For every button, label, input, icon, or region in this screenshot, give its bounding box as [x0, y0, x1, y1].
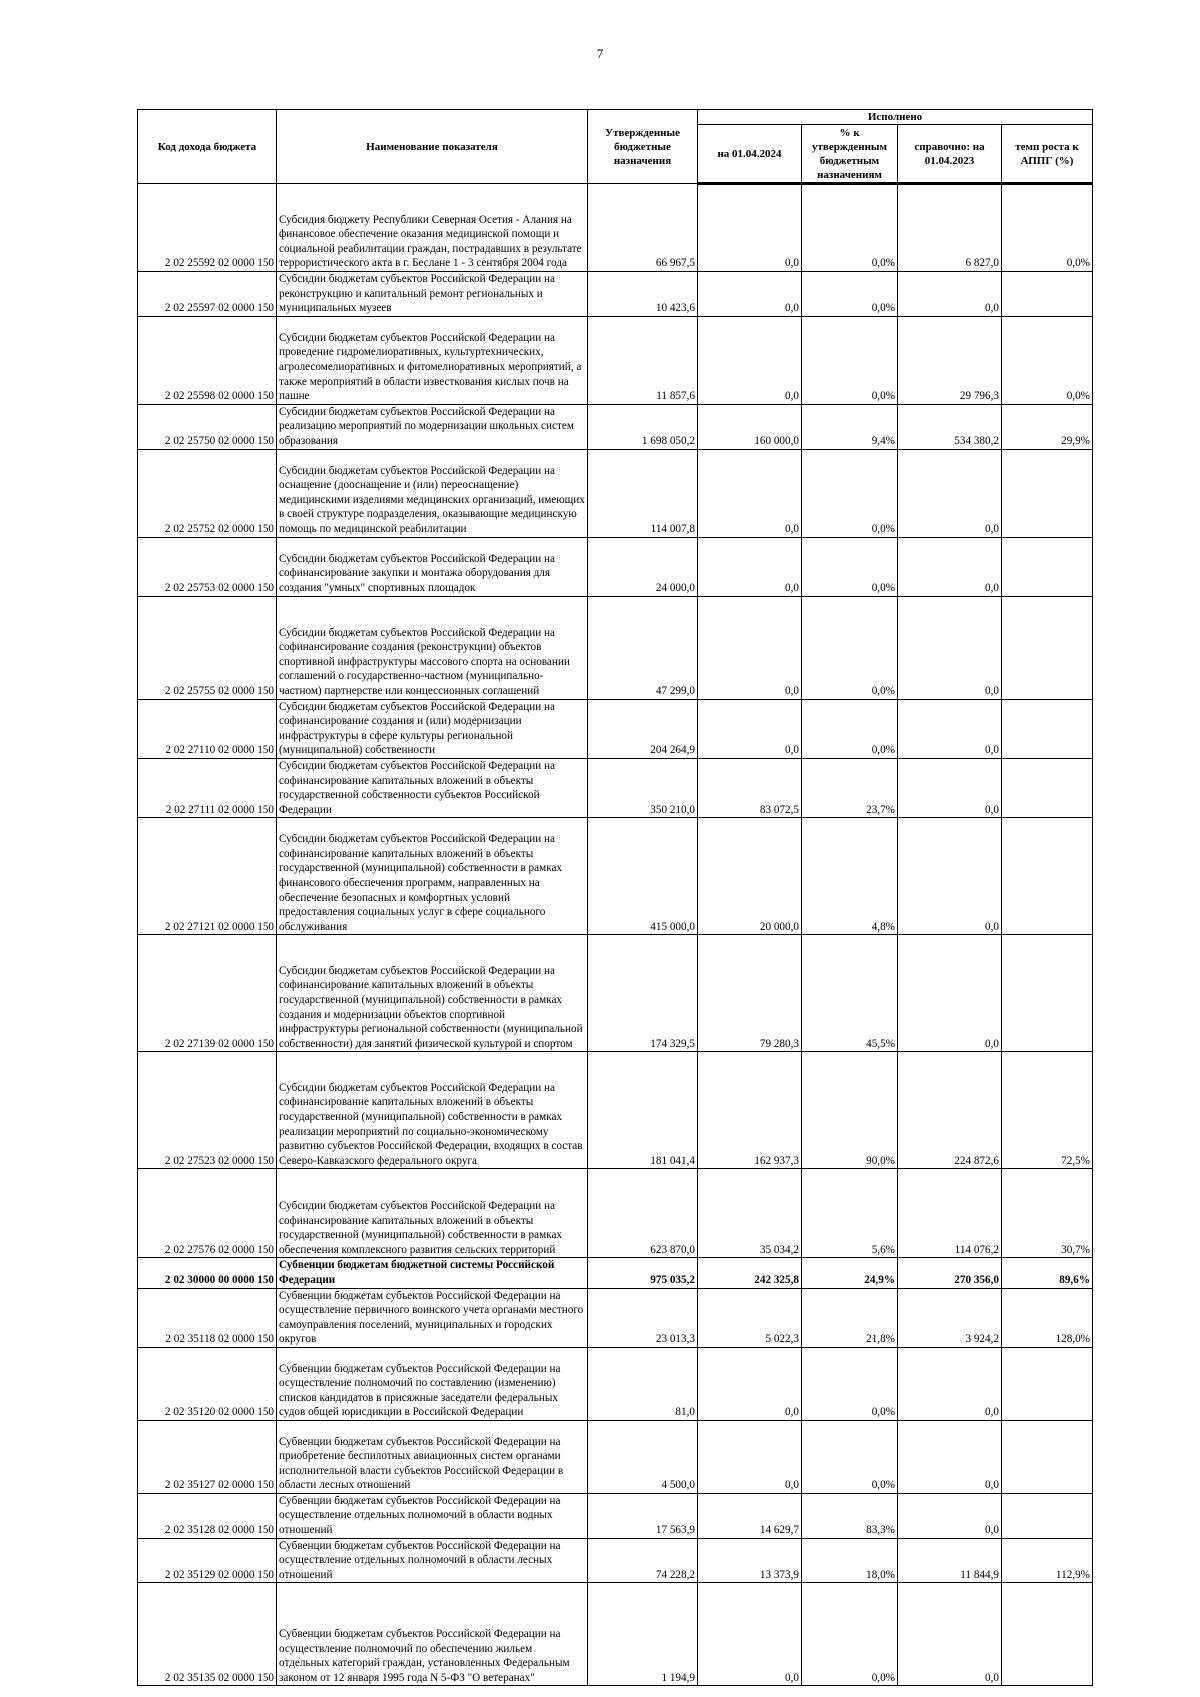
row-approved: 1 698 050,2 [588, 404, 698, 449]
row-executed: 13 373,9 [698, 1538, 802, 1583]
row-growth: 30,7% [1002, 1169, 1093, 1258]
row-reference: 0,0 [898, 449, 1002, 537]
row-reference: 0,0 [898, 1420, 1002, 1493]
row-pct: 0,0% [802, 1583, 898, 1686]
table-row [138, 935, 1093, 1052]
row-code: 2 02 27121 02 0000 150 [138, 818, 277, 935]
row-pct: 18,0% [802, 1538, 898, 1583]
row-approved: 47 299,0 [588, 596, 698, 699]
row-code: 2 02 27111 02 0000 150 [138, 758, 277, 817]
row-reference: 3 924,2 [898, 1288, 1002, 1347]
row-growth: 72,5% [1002, 1052, 1093, 1169]
row-pct: 5,6% [802, 1169, 898, 1258]
row-reference: 0,0 [898, 699, 1002, 758]
row-executed: 0,0 [698, 272, 802, 317]
row-approved: 4 500,0 [588, 1420, 698, 1493]
row-executed: 35 034,2 [698, 1169, 802, 1258]
table-row [138, 316, 1093, 404]
row-approved: 66 967,5 [588, 184, 698, 272]
row-approved: 24 000,0 [588, 537, 698, 596]
row-executed: 160 000,0 [698, 404, 802, 449]
row-approved: 17 563,9 [588, 1493, 698, 1538]
row-code: 2 02 35129 02 0000 150 [138, 1538, 277, 1583]
row-code: 2 02 25597 02 0000 150 [138, 272, 277, 317]
row-growth: 89,6% [1002, 1258, 1093, 1288]
row-code: 2 02 35135 02 0000 150 [138, 1583, 277, 1686]
row-growth: 128,0% [1002, 1288, 1093, 1347]
row-approved: 23 013,3 [588, 1288, 698, 1347]
row-executed: 20 000,0 [698, 818, 802, 935]
row-approved: 1 194,9 [588, 1583, 698, 1686]
row-reference: 534 380,2 [898, 404, 1002, 449]
row-reference: 270 356,0 [898, 1258, 1002, 1288]
row-executed: 0,0 [698, 316, 802, 404]
row-reference: 0,0 [898, 935, 1002, 1052]
table-row [138, 699, 1093, 758]
row-code: 2 02 27110 02 0000 150 [138, 699, 277, 758]
table-row [138, 596, 1093, 699]
row-executed: 14 629,7 [698, 1493, 802, 1538]
row-name: Субвенции бюджетам субъектов Российской Федерации на осуществление отдельных полномочий в области лесных отношений [277, 1538, 588, 1583]
row-executed: 83 072,5 [698, 758, 802, 817]
row-executed: 5 022,3 [698, 1288, 802, 1347]
row-name: Субсидии бюджетам субъектов Российской Федерации на оснащение (дооснащение и (или) переоснащение) медицинскими изделиями медицинских организаций, имеющих в своей структуре подразделения, оказывающие медицинскую помощь по медицинской реабилитации [277, 449, 588, 537]
row-code: 2 02 25752 02 0000 150 [138, 449, 277, 537]
row-name: Субвенции бюджетам субъектов Российской Федерации на приобретение беспилотных авиационных систем органами исполнительной власти субъектов Российской Федерации в области лесных отношений [277, 1420, 588, 1493]
row-growth [1002, 1493, 1093, 1538]
row-pct: 0,0% [802, 1347, 898, 1420]
row-pct: 0,0% [802, 272, 898, 317]
row-executed: 0,0 [698, 184, 802, 272]
row-approved: 174 329,5 [588, 935, 698, 1052]
row-growth: 29,9% [1002, 404, 1093, 449]
row-reference: 0,0 [898, 272, 1002, 317]
row-pct: 90,0% [802, 1052, 898, 1169]
row-code: 2 02 25755 02 0000 150 [138, 596, 277, 699]
row-code: 2 02 35120 02 0000 150 [138, 1347, 277, 1420]
row-growth [1002, 537, 1093, 596]
row-approved: 74 228,2 [588, 1538, 698, 1583]
row-approved: 11 857,6 [588, 316, 698, 404]
row-reference: 0,0 [898, 758, 1002, 817]
row-code: 2 02 35128 02 0000 150 [138, 1493, 277, 1538]
table-row [138, 272, 1093, 317]
row-pct: 0,0% [802, 699, 898, 758]
row-reference: 0,0 [898, 1347, 1002, 1420]
row-executed: 0,0 [698, 537, 802, 596]
row-reference: 6 827,0 [898, 184, 1002, 272]
header-approved: Утвержденные бюджетные назначения [588, 110, 698, 184]
table-row [138, 184, 1093, 272]
row-name: Субсидии бюджетам субъектов Российской Федерации на софинансирование капитальных вложений в объекты государственной собственности субъектов Российской Федерации [277, 758, 588, 817]
row-name: Субсидии бюджетам субъектов Российской Федерации на софинансирование закупки и монтажа оборудования для создания "умных" спортивных площадок [277, 537, 588, 596]
row-executed: 0,0 [698, 699, 802, 758]
row-pct: 0,0% [802, 316, 898, 404]
row-code: 2 02 30000 00 0000 150 [138, 1258, 277, 1288]
table-row [138, 1538, 1093, 1583]
table-row [138, 1347, 1093, 1420]
row-growth [1002, 272, 1093, 317]
table-row [138, 758, 1093, 817]
row-growth [1002, 1420, 1093, 1493]
row-pct: 83,3% [802, 1493, 898, 1538]
row-name: Субсидии бюджетам субъектов Российской Федерации на софинансирование капитальных вложений в объекты государственной (муниципальной) собственности в рамках создания и модернизации объектов спортивной инфраструктуры региональной собственности (муниципальной собственности) для занятий физической культурой и спортом [277, 935, 588, 1052]
row-growth [1002, 758, 1093, 817]
row-growth [1002, 596, 1093, 699]
table-row [138, 1258, 1093, 1288]
row-reference: 0,0 [898, 1493, 1002, 1538]
row-code: 2 02 35118 02 0000 150 [138, 1288, 277, 1347]
row-approved: 10 423,6 [588, 272, 698, 317]
row-pct: 21,8% [802, 1288, 898, 1347]
row-approved: 975 035,2 [588, 1258, 698, 1288]
row-executed: 242 325,8 [698, 1258, 802, 1288]
row-executed: 0,0 [698, 596, 802, 699]
header-reference: справочно: на 01.04.2023 [898, 125, 1002, 184]
table-row [138, 404, 1093, 449]
table-row [138, 537, 1093, 596]
row-executed: 79 280,3 [698, 935, 802, 1052]
row-approved: 204 264,9 [588, 699, 698, 758]
row-reference: 29 796,3 [898, 316, 1002, 404]
row-pct: 0,0% [802, 596, 898, 699]
row-growth [1002, 1347, 1093, 1420]
row-executed: 162 937,3 [698, 1052, 802, 1169]
header-growth: темп роста к АППГ (%) [1002, 125, 1093, 184]
table-row [138, 1169, 1093, 1258]
row-name: Субсидия бюджету Республики Северная Осетия - Алания на финансовое обеспечение оказания медицинской помощи и социальной реабилитации граждан, пострадавших в результате террористического акта в г. Беслане 1 - 3 сентября 2004 года [277, 184, 588, 272]
row-executed: 0,0 [698, 1420, 802, 1493]
row-pct: 0,0% [802, 184, 898, 272]
row-reference: 0,0 [898, 537, 1002, 596]
budget-table [137, 109, 1093, 1686]
row-reference: 11 844,9 [898, 1538, 1002, 1583]
row-growth [1002, 699, 1093, 758]
row-code: 2 02 25592 02 0000 150 [138, 184, 277, 272]
row-reference: 0,0 [898, 596, 1002, 699]
table-row [138, 1420, 1093, 1493]
row-approved: 114 007,8 [588, 449, 698, 537]
row-name: Субвенции бюджетам бюджетной системы Российской Федерации [277, 1258, 588, 1288]
row-name: Субвенции бюджетам субъектов Российской Федерации на осуществление полномочий по обеспечению жильем отдельных категорий граждан, установленных Федеральным законом от 12 января 1995 года N 5-ФЗ "О ветеранах" [277, 1583, 588, 1686]
row-reference: 114 076,2 [898, 1169, 1002, 1258]
row-growth [1002, 818, 1093, 935]
row-pct: 24,9% [802, 1258, 898, 1288]
row-pct: 4,8% [802, 818, 898, 935]
row-name: Субвенции бюджетам субъектов Российской Федерации на осуществление отдельных полномочий в области водных отношений [277, 1493, 588, 1538]
row-pct: 45,5% [802, 935, 898, 1052]
header-name: Наименование показателя [277, 110, 588, 184]
row-pct: 23,7% [802, 758, 898, 817]
row-code: 2 02 25753 02 0000 150 [138, 537, 277, 596]
row-name: Субсидии бюджетам субъектов Российской Федерации на софинансирование создания и (или) модернизации инфраструктуры в сфере культуры региональной (муниципальной) собственности [277, 699, 588, 758]
row-growth: 0,0% [1002, 184, 1093, 272]
table-row [138, 1583, 1093, 1686]
row-executed: 0,0 [698, 1583, 802, 1686]
table-row [138, 1288, 1093, 1347]
header-pct-approved: % к утвержденным бюджетным назначениям [802, 125, 898, 184]
row-code: 2 02 25598 02 0000 150 [138, 316, 277, 404]
row-code: 2 02 27139 02 0000 150 [138, 935, 277, 1052]
row-name: Субсидии бюджетам субъектов Российской Федерации на софинансирование капитальных вложений в объекты государственной (муниципальной) собственности в рамках обеспечения комплексного развития сельских территорий [277, 1169, 588, 1258]
row-name: Субсидии бюджетам субъектов Российской Федерации на софинансирование капитальных вложений в объекты государственной (муниципальной) собственности в рамках финансового обеспечения программ, направленных на обеспечение безопасных и комфортных условий предоставления социальных услуг в сфере социального обслуживания [277, 818, 588, 935]
row-approved: 415 000,0 [588, 818, 698, 935]
header-executed: Исполнено [698, 110, 1093, 125]
table-row [138, 449, 1093, 537]
row-pct: 0,0% [802, 537, 898, 596]
row-growth [1002, 449, 1093, 537]
row-code: 2 02 35127 02 0000 150 [138, 1420, 277, 1493]
header-on-date: на 01.04.2024 [698, 125, 802, 184]
table-row [138, 1052, 1093, 1169]
row-name: Субвенции бюджетам субъектов Российской Федерации на осуществление первичного воинского учета органами местного самоуправления поселений, муниципальных и городских округов [277, 1288, 588, 1347]
row-name: Субсидии бюджетам субъектов Российской Федерации на реконструкцию и капитальный ремонт региональных и муниципальных музеев [277, 272, 588, 317]
row-name: Субвенции бюджетам субъектов Российской Федерации на осуществление полномочий по составлению (изменению) списков кандидатов в присяжные заседатели федеральных судов общей юрисдикции в Российской Федерации [277, 1347, 588, 1420]
row-approved: 81,0 [588, 1347, 698, 1420]
row-name: Субсидии бюджетам субъектов Российской Федерации на софинансирование создания (реконструкции) объектов спортивной инфраструктуры массового спорта на основании соглашений о государственно-частном (муниципально-частном) партнерстве или концессионных соглашений [277, 596, 588, 699]
row-pct: 0,0% [802, 1420, 898, 1493]
page-number: 7 [596, 46, 604, 61]
row-reference: 224 872,6 [898, 1052, 1002, 1169]
header-code: Код дохода бюджета [138, 110, 277, 184]
row-growth: 0,0% [1002, 316, 1093, 404]
row-name: Субсидии бюджетам субъектов Российской Федерации на софинансирование капитальных вложений в объекты государственной (муниципальной) собственности в рамках реализации мероприятий по социально-экономическому развитию субъектов Российской Федерации, входящих в состав Северо-Кавказского федерального округа [277, 1052, 588, 1169]
table-row [138, 818, 1093, 935]
row-growth [1002, 1583, 1093, 1686]
table-body [138, 184, 1093, 1686]
row-executed: 0,0 [698, 1347, 802, 1420]
row-approved: 623 870,0 [588, 1169, 698, 1258]
row-growth [1002, 935, 1093, 1052]
row-pct: 0,0% [802, 449, 898, 537]
row-code: 2 02 27523 02 0000 150 [138, 1052, 277, 1169]
row-growth: 112,9% [1002, 1538, 1093, 1583]
row-name: Субсидии бюджетам субъектов Российской Федерации на реализацию мероприятий по модернизации школьных систем образования [277, 404, 588, 449]
row-code: 2 02 25750 02 0000 150 [138, 404, 277, 449]
row-pct: 9,4% [802, 404, 898, 449]
table-row [138, 1493, 1093, 1538]
row-reference: 0,0 [898, 1583, 1002, 1686]
row-approved: 350 210,0 [588, 758, 698, 817]
row-name: Субсидии бюджетам субъектов Российской Федерации на проведение гидромелиоративных, культуртехнических, агролесомелиоративных и фитомелиоративных мероприятий, а также мероприятий в области известкования кислых почв на пашне [277, 316, 588, 404]
row-approved: 181 041,4 [588, 1052, 698, 1169]
row-code: 2 02 27576 02 0000 150 [138, 1169, 277, 1258]
row-executed: 0,0 [698, 449, 802, 537]
row-reference: 0,0 [898, 818, 1002, 935]
